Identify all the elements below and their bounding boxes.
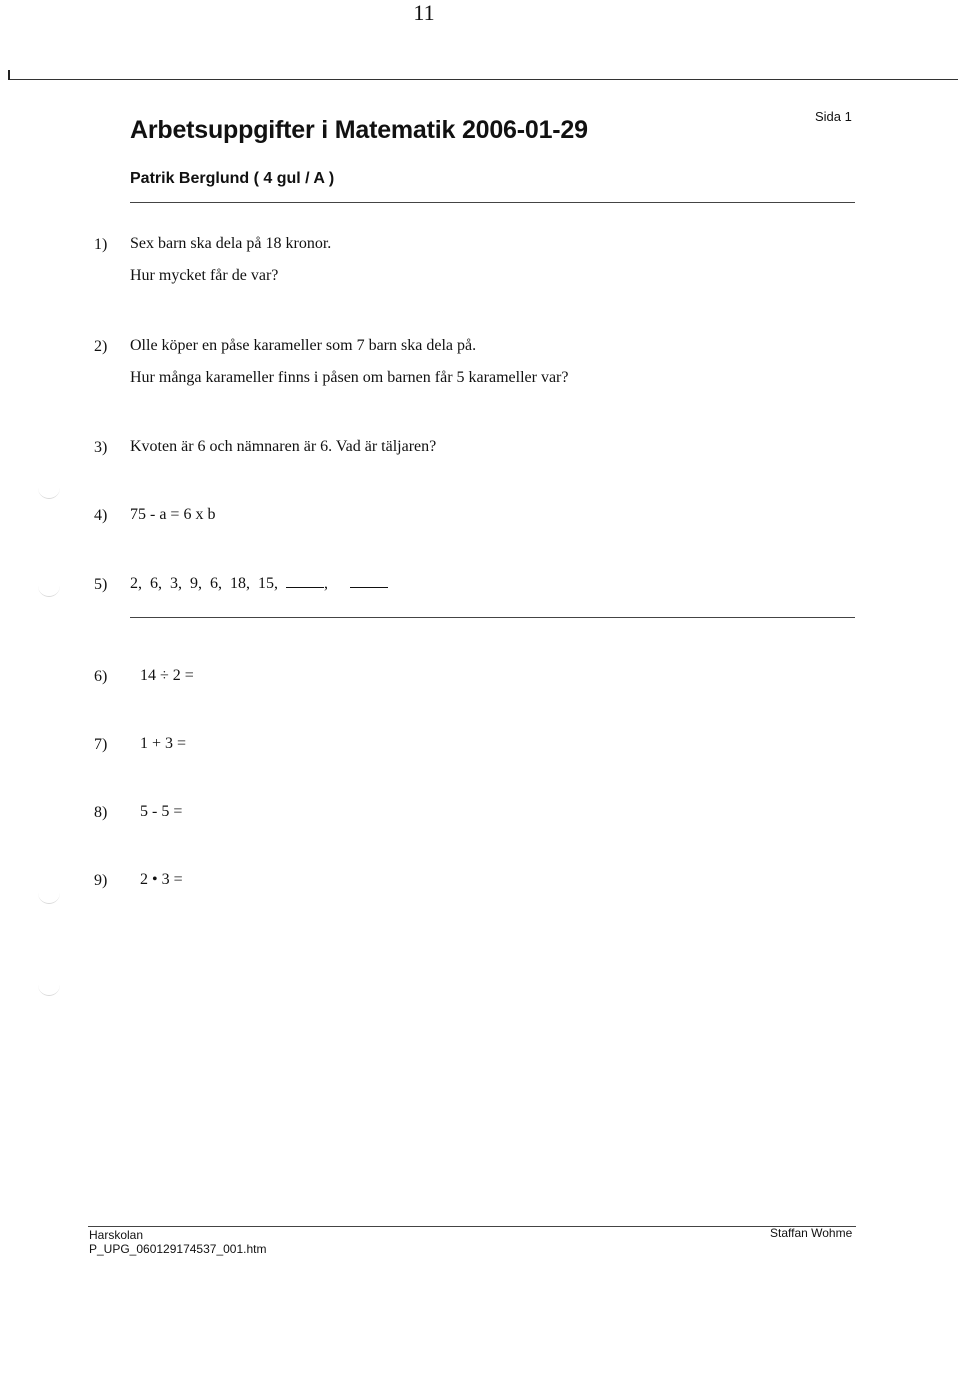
arithmetic-expression: 5 - 5 = [140,803,183,820]
question-line: Sex barn ska dela på 18 kronor. [130,235,332,252]
question-text [130,431,436,463]
page-label: Sida 1 [815,109,852,124]
number-sequence: 2, 6, 3, 9, 6, 18, 15, [130,575,278,592]
section-divider [130,617,855,618]
question-number: 1) [94,236,108,253]
answer-blank[interactable] [286,573,324,588]
footer-author: Staffan Wohme [770,1226,853,1240]
arithmetic-expression: 14 ÷ 2 = [140,667,194,684]
punch-hole-mark [38,488,60,499]
arithmetic-expression: 2 • 3 = [140,871,183,888]
question-number: 3) [94,439,108,456]
question-number: 6) [94,668,108,685]
footer-school: Harskolan [89,1228,144,1242]
question-line: Hur mycket får de var? [130,267,279,284]
question-number: 9) [94,872,108,889]
question-line: 75 - a = 6 x b [130,506,216,523]
top-divider [10,79,958,80]
page-number: 11 [413,0,435,25]
question-number: 2) [94,338,108,355]
punch-hole-mark [38,586,60,597]
blank-separator: , [324,575,328,592]
question-number: 5) [94,576,108,593]
footer-divider [88,1226,856,1227]
footer-filename: P_UPG_060129174537_001.htm [89,1242,267,1256]
student-name: Patrik Berglund ( 4 gul / A ) [130,170,335,187]
question-number: 4) [94,507,108,524]
question-number: 7) [94,736,108,753]
worksheet-title: Arbetsuppgifter i Matematik 2006-01-29 [130,116,588,144]
question-number: 8) [94,804,108,821]
punch-hole-mark [38,893,60,904]
question-text [130,330,568,394]
arithmetic-expression: 1 + 3 = [140,735,187,752]
sequence-question [130,568,388,600]
header-divider [130,202,855,203]
question-line: Hur många karameller finns i påsen om barnen får 5 karameller var? [130,369,569,386]
question-line: Olle köper en påse karameller som 7 barn ska dela på. [130,337,477,354]
question-text [130,228,331,292]
punch-hole-mark [38,985,60,996]
question-text [130,499,215,531]
answer-blank[interactable] [350,573,388,588]
question-line: Kvoten är 6 och nämnaren är 6. Vad är täljaren? [130,438,437,455]
